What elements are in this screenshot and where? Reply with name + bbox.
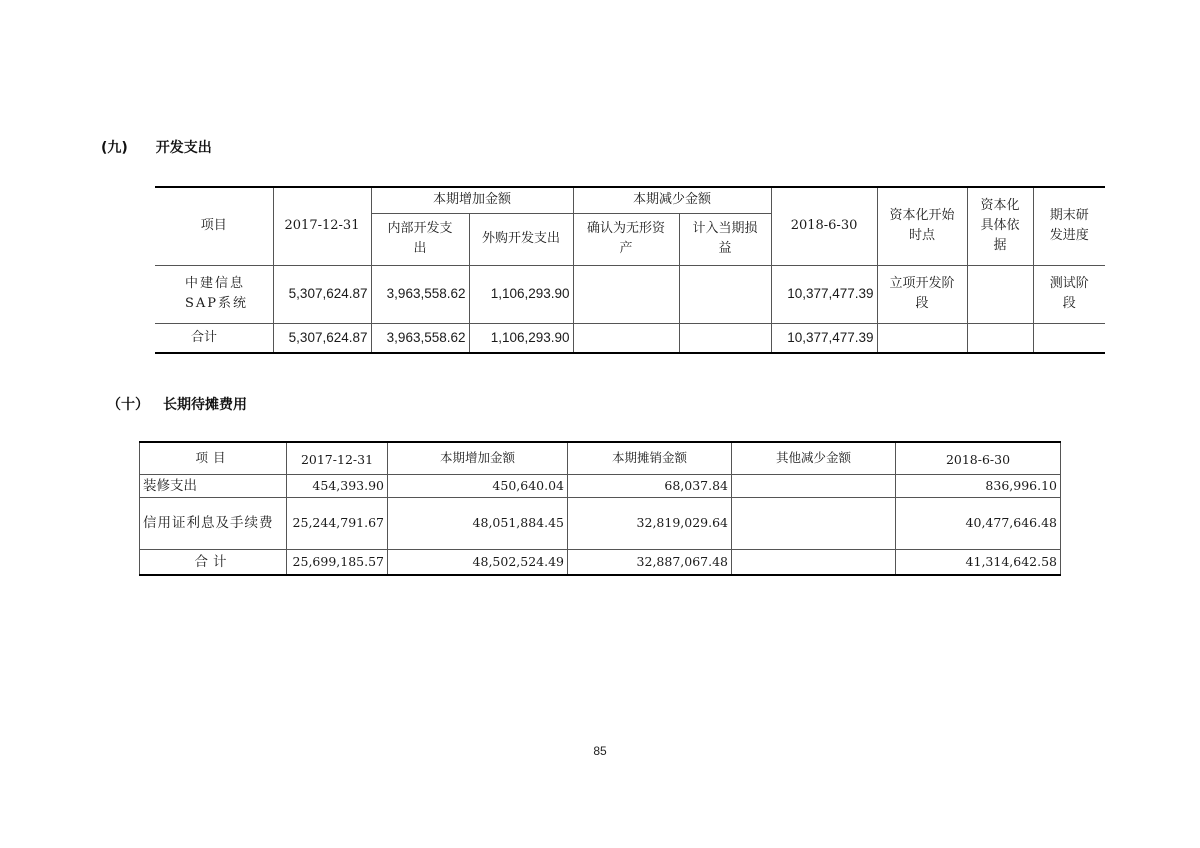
total-profit-loss xyxy=(679,323,771,353)
t2-row-increase: 450,640.04 xyxy=(388,474,568,497)
t2-header-increase: 本期增加金额 xyxy=(388,442,568,474)
header-start-date: 2017-12-31 xyxy=(273,187,371,265)
header-internal-dev: 内部开发支出 xyxy=(371,213,469,265)
t2-total-start: 25,699,185.57 xyxy=(287,549,388,575)
table-row-total xyxy=(140,549,1061,575)
header-increase-group: 本期增加金额 xyxy=(371,187,573,213)
section-9-title: 开发支出 xyxy=(155,140,212,156)
t2-row-amort: 68,037.84 xyxy=(568,474,732,497)
header-to-profit-loss: 计入当期损益 xyxy=(679,213,771,265)
section-10-heading xyxy=(107,394,247,414)
row-cap-start: 立项开发阶段 xyxy=(877,265,967,323)
t2-row-increase: 48,051,884.45 xyxy=(388,497,568,549)
row-basis xyxy=(967,265,1033,323)
header-recognized-intangible: 确认为无形资产 xyxy=(573,213,679,265)
total-external: 1,106,293.90 xyxy=(469,323,573,353)
total-progress xyxy=(1033,323,1105,353)
t2-row-start: 25,244,791.67 xyxy=(287,497,388,549)
t2-row-item: 信用证利息及手续费 xyxy=(140,497,287,549)
t2-total-other xyxy=(732,549,896,575)
header-external-purchase: 外购开发支出 xyxy=(469,213,573,265)
t2-header-start-date: 2017-12-31 xyxy=(287,442,388,474)
t2-total-amort: 32,887,067.48 xyxy=(568,549,732,575)
total-basis xyxy=(967,323,1033,353)
total-intangible xyxy=(573,323,679,353)
development-expenditure-table xyxy=(155,186,1105,354)
t2-total-increase: 48,502,524.49 xyxy=(388,549,568,575)
t2-header-item: 项目 xyxy=(140,442,287,474)
header-decrease-group: 本期减少金额 xyxy=(573,187,771,213)
header-progress: 期末研发进度 xyxy=(1033,187,1105,265)
table-row xyxy=(140,497,1061,549)
total-start: 5,307,624.87 xyxy=(273,323,371,353)
row-profit-loss xyxy=(679,265,771,323)
long-term-prepaid-expenses-table xyxy=(139,441,1061,576)
header-cap-start-time: 资本化开始时点 xyxy=(877,187,967,265)
page-number: 85 xyxy=(593,744,607,758)
total-cap-start xyxy=(877,323,967,353)
section-10-title: 长期待摊费用 xyxy=(163,397,247,413)
table-row xyxy=(140,474,1061,497)
row-item: 中建信息SAP系统 xyxy=(155,265,273,323)
section-10-number: （十） xyxy=(107,397,149,413)
t2-row-other xyxy=(732,474,896,497)
header-item: 项目 xyxy=(155,187,273,265)
t2-header-other-decrease: 其他减少金额 xyxy=(732,442,896,474)
total-internal: 3,963,558.62 xyxy=(371,323,469,353)
row-start: 5,307,624.87 xyxy=(273,265,371,323)
row-progress: 测试阶段 xyxy=(1033,265,1105,323)
t2-total-item: 合计 xyxy=(140,549,287,575)
t2-row-amort: 32,819,029.64 xyxy=(568,497,732,549)
section-9-heading xyxy=(101,137,212,157)
row-end: 10,377,477.39 xyxy=(771,265,877,323)
total-item: 合计 xyxy=(155,323,273,353)
table-row-total xyxy=(155,323,1105,353)
t2-row-end: 40,477,646.48 xyxy=(896,497,1061,549)
total-end: 10,377,477.39 xyxy=(771,323,877,353)
row-intangible xyxy=(573,265,679,323)
t2-row-start: 454,393.90 xyxy=(287,474,388,497)
section-9-number: (九) xyxy=(101,140,128,156)
t2-header-end-date: 2018-6-30 xyxy=(896,442,1061,474)
row-internal: 3,963,558.62 xyxy=(371,265,469,323)
header-end-date: 2018-6-30 xyxy=(771,187,877,265)
t2-header-amortization: 本期摊销金额 xyxy=(568,442,732,474)
t2-row-other xyxy=(732,497,896,549)
t2-row-end: 836,996.10 xyxy=(896,474,1061,497)
row-external: 1,106,293.90 xyxy=(469,265,573,323)
t2-total-end: 41,314,642.58 xyxy=(896,549,1061,575)
table-row xyxy=(155,265,1105,323)
t2-row-item: 装修支出 xyxy=(140,474,287,497)
header-cap-basis: 资本化具体依据 xyxy=(967,187,1033,265)
